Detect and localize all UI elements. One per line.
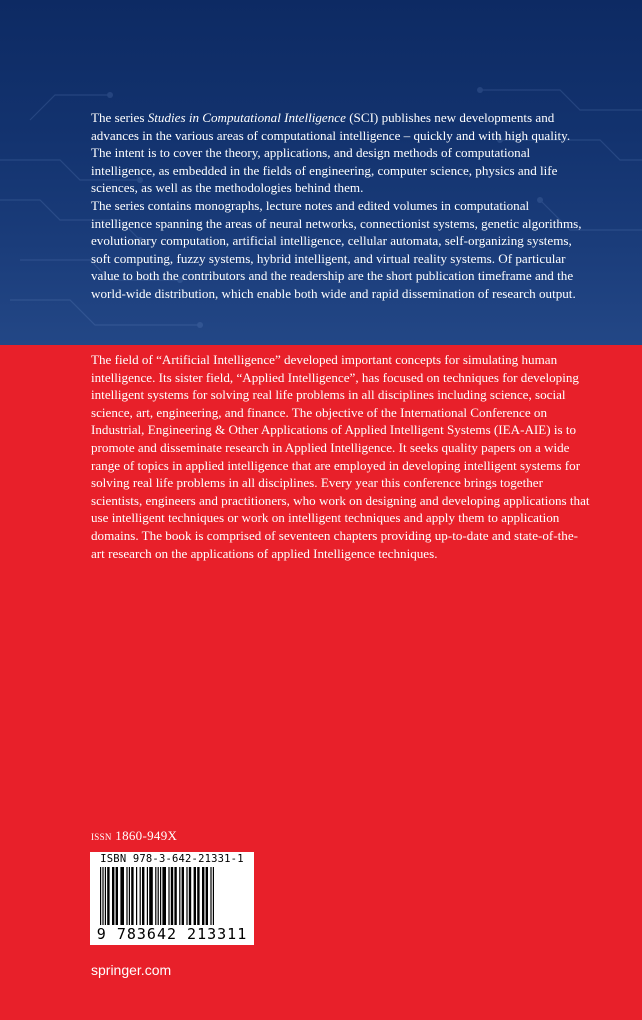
series-paragraph-1-body: (SCI) publishes new developments and advances in the various areas of computational intelligence – quickly and with high quality. The intent is to cover the theory, applications, and design methods of computational intelligence, as embedded in the fields of engineering, computer science, physics and life sciences, as well as the methodologies behind them. — [91, 110, 571, 196]
barcode-bar — [112, 867, 114, 925]
barcode-bar — [155, 867, 156, 925]
barcode-bar — [129, 867, 130, 925]
series-title: Studies in Computational Intelligence — [147, 110, 346, 125]
series-paragraph-2: The series contains monographs, lecture notes and edited volumes in computational intelligence spanning the areas of neural networks, connectionist systems, genetic algorithms, evolutionary computation, artificial intelligence, cellular automata, self-organizing systems, soft computing, fuzzy systems, hybrid intelligent, and virtual reality systems. Of particular value to both the contributors and the readership are the short publication timeframe and the world-wide distribution, which enable both wide and rapid dissemination of research output. — [91, 197, 582, 301]
barcode-bar — [171, 867, 173, 925]
barcode-bar — [107, 867, 109, 925]
isbn-text: ISBN 978-3-642-21331-1 — [100, 853, 244, 865]
barcode-bar — [182, 867, 184, 925]
barcode-bar — [206, 867, 208, 925]
barcode-bar — [102, 867, 103, 925]
isbn-barcode — [90, 852, 254, 945]
barcode-bar — [120, 867, 124, 925]
barcode-bar — [149, 867, 153, 925]
book-description: The field of “Artificial Intelligence” developed important concepts for simulating human intelligence. Its sister field, “Applied Intelligence”, has focused on techniques for developing intelligent systems for solving real life problems in all disciplines including science, social science, art, engineering, and finance. The objective of the International Conference on Industrial, Engineering & Other Applications of Applied Intelligent Systems (IEA-AIE) is to promote and disseminate research in Applied Intelligence. It seeks quality papers on a wide range of topics in applied intelligence that are employed in developing intelligent systems for solving real life problems in all disciplines. Every year this conference brings together scientists, engineers and practitioners, who work on designing and developing applications that use intelligent techniques or work on intelligent techniques and apply them to application domains. The book is comprised of seventeen chapters providing up-to-date and state-of-the-art research on the applications of applied Intelligence techniques. — [91, 352, 590, 561]
barcode-bar — [189, 867, 191, 925]
barcode-digits: 9 783642 213311 — [96, 925, 248, 943]
issn-number: 1860-949X — [115, 828, 178, 843]
barcode-bar — [194, 867, 196, 925]
series-info-band — [0, 0, 642, 345]
barcode-bar — [147, 867, 148, 925]
barcode-bar — [142, 867, 144, 925]
barcode-bar — [162, 867, 166, 925]
barcode-bar — [131, 867, 133, 925]
issn-line — [91, 828, 177, 844]
issn-label: issn — [91, 828, 112, 843]
barcode-bar — [116, 867, 118, 925]
barcode-bar — [186, 867, 187, 925]
barcode-bar — [174, 867, 176, 925]
barcode-bar — [105, 867, 106, 925]
barcode-bar — [202, 867, 204, 925]
barcode-bar — [168, 867, 169, 925]
publisher-url[interactable]: springer.com — [91, 962, 172, 978]
barcode-bar — [160, 867, 161, 925]
barcode-bars — [98, 867, 246, 925]
barcode-bar — [100, 867, 101, 925]
barcode-bar — [136, 867, 137, 925]
barcode-bar — [197, 867, 199, 925]
series-description — [91, 109, 591, 303]
series-intro: The series — [91, 110, 148, 125]
barcode-bar — [158, 867, 159, 925]
barcode-bar — [140, 867, 141, 925]
barcode-bar — [179, 867, 180, 925]
barcode-bar — [213, 867, 214, 925]
series-paragraph-1 — [91, 109, 591, 197]
barcode-bar — [210, 867, 211, 925]
barcode-bar — [126, 867, 127, 925]
